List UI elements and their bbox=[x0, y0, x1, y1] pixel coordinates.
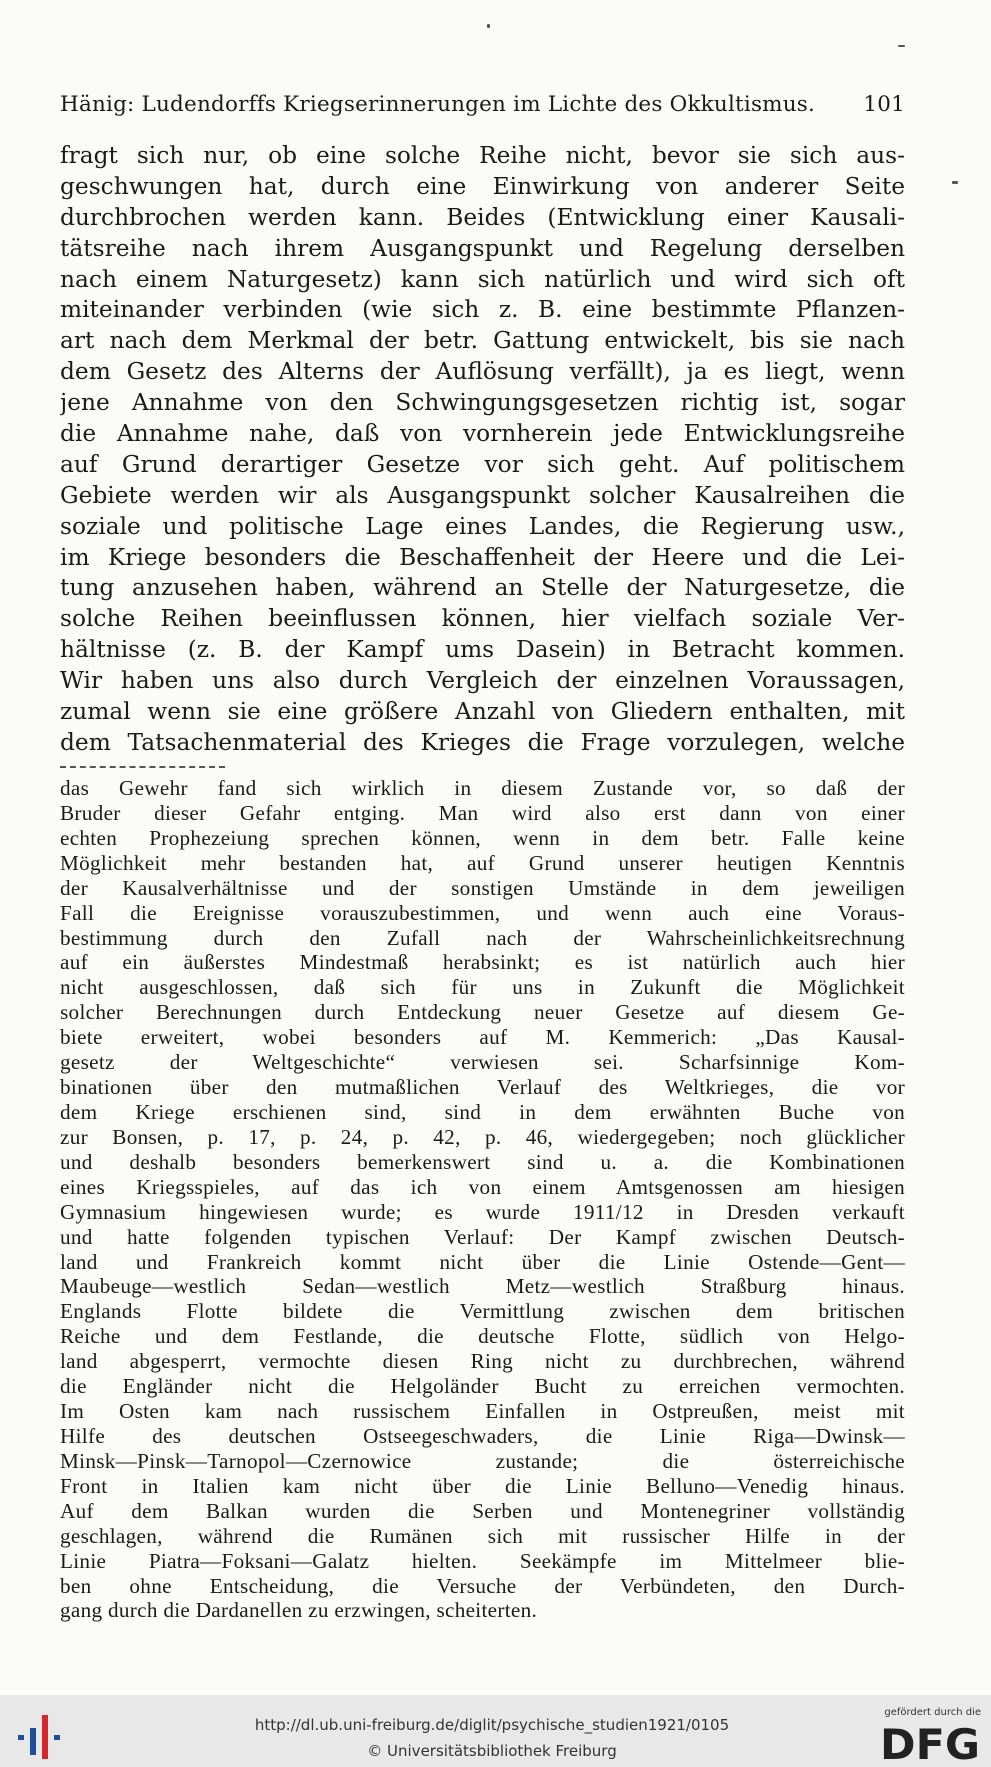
body-text-line: zumal wenn sie eine größere Anzahl von Gliedern enthalten, mit bbox=[60, 698, 905, 726]
footnote-line: nicht ausgeschlossen, daß sich für uns in Zukunft die Möglichkeit bbox=[60, 975, 905, 1000]
running-title: Hänig: Ludendorffs Kriegserinnerungen im Lichte des Okkultismus. bbox=[60, 92, 816, 117]
main-text bbox=[60, 141, 905, 759]
body-text-line: fragt sich nur, ob eine solche Reihe nicht, bevor sie sich aus- bbox=[60, 142, 905, 169]
footnote-line: Fall die Ereignisse vorauszubestimmen, und wenn auch eine Voraus- bbox=[60, 900, 905, 925]
body-text-line: im Kriege besonders die Beschaffenheit der Heere und die Lei- bbox=[60, 543, 905, 571]
footnote-line: land und Frankreich kommt nicht über die Linie Ostende—Gent— bbox=[60, 1249, 905, 1274]
funding-note: gefördert durch die bbox=[884, 1707, 981, 1718]
body-text-line: durchbrochen werden kann. Beides (Entwicklung einer Kausali- bbox=[60, 203, 905, 231]
body-text-line: miteinander verbinden (wie sich z. B. eine bestimmte Pflanzen- bbox=[60, 296, 905, 324]
body-text-line: geschwungen hat, durch eine Einwirkung von anderer Seite bbox=[60, 172, 905, 200]
body-text-line: tätsreihe nach ihrem Ausgangspunkt und Regelung derselben bbox=[60, 234, 905, 262]
footnote-line: eines Kriegsspieles, auf das ich von einem Amtsgenossen am hiesigen bbox=[60, 1174, 905, 1199]
dfg-logo-text: DFG bbox=[880, 1720, 980, 1763]
scan-speck bbox=[487, 24, 490, 28]
body-text-line: Wir haben uns also durch Vergleich der einzelnen Voraussagen, bbox=[60, 667, 905, 695]
page-number: 101 bbox=[863, 92, 905, 117]
dfg-logo[interactable] bbox=[876, 1717, 981, 1763]
footnote-line: auf ein äußerstes Mindestmaß herabsinkt; es ist natürlich auch hier bbox=[60, 950, 905, 975]
footnote-line: Englands Flotte bildete die Vermittlung zwischen dem britischen bbox=[60, 1299, 905, 1324]
footnote-line: biete erweitert, wobei besonders auf M. Kemmerich: „Das Kausal- bbox=[60, 1025, 905, 1050]
footnote-line: ben ohne Entscheidung, die Versuche der Verbündeten, den Durch- bbox=[60, 1573, 905, 1598]
body-text-line: tung anzusehen haben, während an Stelle der Naturgesetze, die bbox=[60, 574, 905, 602]
scan-speck bbox=[898, 45, 905, 47]
footnote-line: Auf dem Balkan wurden die Serben und Montenegriner vollständig bbox=[60, 1498, 905, 1523]
footnote-line: die Engländer nicht die Helgoländer Bucht zu erreichen vermochten. bbox=[60, 1374, 905, 1399]
body-text-line: jene Annahme von den Schwingungsgesetzen richtig ist, sogar bbox=[60, 389, 905, 417]
footnote-line: geschlagen, während die Rumänen sich mit russischer Hilfe in der bbox=[60, 1523, 905, 1548]
body-text-line: dem Gesetz des Alterns der Auflösung verfällt), ja es liegt, wenn bbox=[60, 358, 905, 386]
footnote-line: echten Prophezeiung sprechen können, wenn in dem betr. Falle keine bbox=[60, 825, 905, 850]
footnote-line: zur Bonsen, p. 17, p. 24, p. 42, p. 46, wiedergegeben; noch glücklicher bbox=[60, 1124, 905, 1149]
footnote-line: gesetz der Weltgeschichte“ verwiesen sei. Scharfsinnige Kom- bbox=[60, 1050, 905, 1075]
footnote-line: Hilfe des deutschen Ostseegeschwaders, die Linie Riga—Dwinsk— bbox=[60, 1423, 905, 1448]
footnote-line: Bruder dieser Gefahr entging. Man wird also erst dann von einer bbox=[60, 800, 905, 825]
footnote-line: binationen über den mutmaßlichen Verlauf des Weltkrieges, die vor bbox=[60, 1075, 905, 1100]
footnote-line: Linie Piatra—Foksani—Galatz hielten. Seekämpfe im Mittelmeer blie- bbox=[60, 1548, 905, 1573]
viewer-footer bbox=[0, 1695, 991, 1767]
footnote-line: bestimmung durch den Zufall nach der Wahrscheinlichkeitsrechnung bbox=[60, 925, 905, 950]
footnote-line: Maubeuge—westlich Sedan—westlich Metz—westlich Straßburg hinaus. bbox=[60, 1274, 905, 1299]
footnote-line: solcher Berechnungen durch Entdeckung neuer Gesetze auf diesem Ge- bbox=[60, 1000, 905, 1025]
body-text-line: auf Grund derartiger Gesetze vor sich geht. Auf politischem bbox=[60, 450, 905, 478]
body-text-line: solche Reihen beeinflussen können, hier vielfach soziale Ver- bbox=[60, 605, 905, 633]
document-url-link[interactable]: http://dl.ub.uni-freiburg.de/diglit/psychische_studien1921/0105 bbox=[254, 1716, 730, 1734]
body-text-line: nach einem Naturgesetz) kann sich natürlich und wird sich oft bbox=[60, 265, 905, 293]
footnote-line: Gymnasium hingewiesen wurde; es wurde 1911/12 in Dresden verkauft bbox=[60, 1199, 905, 1224]
scan-speck bbox=[952, 181, 958, 184]
body-text-line: dem Tatsachenmaterial des Krieges die Frage vorzulegen, welche bbox=[60, 728, 905, 756]
body-text-line: soziale und politische Lage eines Landes, die Regierung usw., bbox=[60, 512, 905, 540]
footnote-text bbox=[60, 776, 905, 1623]
ub-freiburg-logo-icon bbox=[18, 1715, 64, 1759]
footnote-line: dem Kriege erschienen sind, sind in dem erwähnten Buche von bbox=[60, 1099, 905, 1124]
footnote-separator bbox=[60, 766, 225, 768]
footnote-line: gang durch die Dardanellen zu erzwingen, scheiterten. bbox=[60, 1598, 538, 1623]
footnote-line: Möglichkeit mehr bestanden hat, auf Grund unserer heutigen Kenntnis bbox=[60, 850, 905, 875]
body-text-line: hältnisse (z. B. der Kampf ums Dasein) in Betracht kommen. bbox=[60, 636, 905, 664]
footnote-line: land abgesperrt, vermochte diesen Ring nicht zu durchbrechen, während bbox=[60, 1349, 905, 1374]
footnote-line: Front in Italien kam nicht über die Linie Belluno—Venedig hinaus. bbox=[60, 1473, 905, 1498]
footnote-line: und hatte folgenden typischen Verlauf: Der Kampf zwischen Deutsch- bbox=[60, 1224, 905, 1249]
footnote-line: Minsk—Pinsk—Tarnopol—Czernowice zustande; die österreichische bbox=[60, 1448, 905, 1473]
footnote-line: das Gewehr fand sich wirklich in diesem Zustande vor, so daß der bbox=[60, 776, 905, 800]
body-text-line: die Annahme nahe, daß von vornherein jede Entwicklungsreihe bbox=[60, 420, 905, 448]
footnote-line: der Kausalverhältnisse und der sonstigen Umstände in dem jeweiligen bbox=[60, 875, 905, 900]
footnote-line: Im Osten kam nach russischem Einfallen in Ostpreußen, meist mit bbox=[60, 1399, 905, 1424]
running-header bbox=[60, 92, 905, 126]
body-text-line: Gebiete werden wir als Ausgangspunkt solcher Kausalreihen die bbox=[60, 481, 905, 509]
copyright-notice: © Universitätsbibliothek Freiburg bbox=[367, 1742, 617, 1760]
footnote-line: und deshalb besonders bemerkenswert sind u. a. die Kombinationen bbox=[60, 1149, 905, 1174]
footnote-line: Reiche und dem Festlande, die deutsche Flotte, südlich von Helgo- bbox=[60, 1324, 905, 1349]
body-text-line: art nach dem Merkmal der betr. Gattung entwickelt, bis sie nach bbox=[60, 327, 905, 355]
